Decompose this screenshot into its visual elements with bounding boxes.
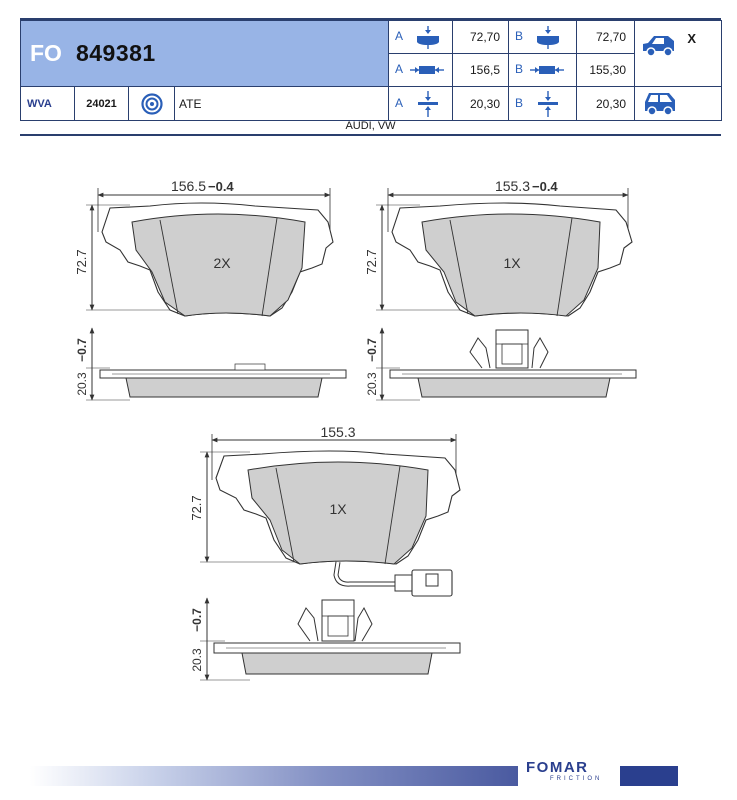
pad-2-front-view [364,178,632,316]
logo-text: FOMAR [526,759,589,776]
fomar-logo [526,760,618,790]
wva-label: WVA [21,87,75,121]
pad-2-width-tol: −0.4 [532,179,558,194]
pad-3-thickness-tol: −0.7 [190,608,204,632]
dim-label: B [515,62,524,77]
pad-2-height-label: 72.7 [364,249,379,275]
pad-3-height-label: 72.7 [189,495,204,521]
pad-1-width-tol: −0.4 [208,179,234,194]
dim-label: A [395,29,403,44]
x-mark: X [687,31,697,46]
pad-3-front-view [189,424,460,596]
pad-1-thickness-tol: −0.7 [75,338,89,362]
pad-1-qty: 2X [213,255,231,271]
dim-value: 72,70 [577,21,635,54]
dim-value: 155,30 [577,54,635,87]
pad-2-qty: 1X [503,255,521,271]
dim-label: B [515,95,524,110]
manufacturer: ATE [175,87,389,121]
dim-value: 156,5 [453,54,509,87]
dim-value: 20,30 [453,87,509,121]
pad-2-side-view [365,328,636,400]
dim-label: A [395,95,403,110]
logo-subtext: FRICTION [550,776,603,782]
pad-3-side-view [190,598,460,680]
logo-box [620,766,678,786]
brand-prefix: FO [30,40,62,66]
dim-label: B [515,29,524,44]
pad-2-thickness-tol: −0.7 [365,338,379,362]
pad-1-height-label: 72.7 [74,249,89,275]
pad-3-qty: 1X [329,501,347,517]
pad-2-width-label: 155.3 [494,178,530,194]
footer-gradient-bar [30,766,518,786]
vehicle-makes: AUDI, VW [20,118,721,136]
pad-1-front-view [74,178,333,316]
pad-1-width-label: 156.5 [170,178,206,194]
dim-value: 20,30 [577,87,635,121]
pad-1-thickness-label: 20.3 [75,372,89,396]
wva-number: 24021 [75,87,129,121]
pad-3-width-label: 155.3 [320,424,356,440]
wear-sensor [336,562,452,596]
pad-1-side-view [75,328,346,400]
dim-value: 72,70 [453,21,509,54]
part-number: 849381 [75,40,156,66]
pad-2-thickness-label: 20.3 [365,372,379,396]
dim-label: A [395,62,403,77]
pad-3-thickness-label: 20.3 [190,648,204,672]
